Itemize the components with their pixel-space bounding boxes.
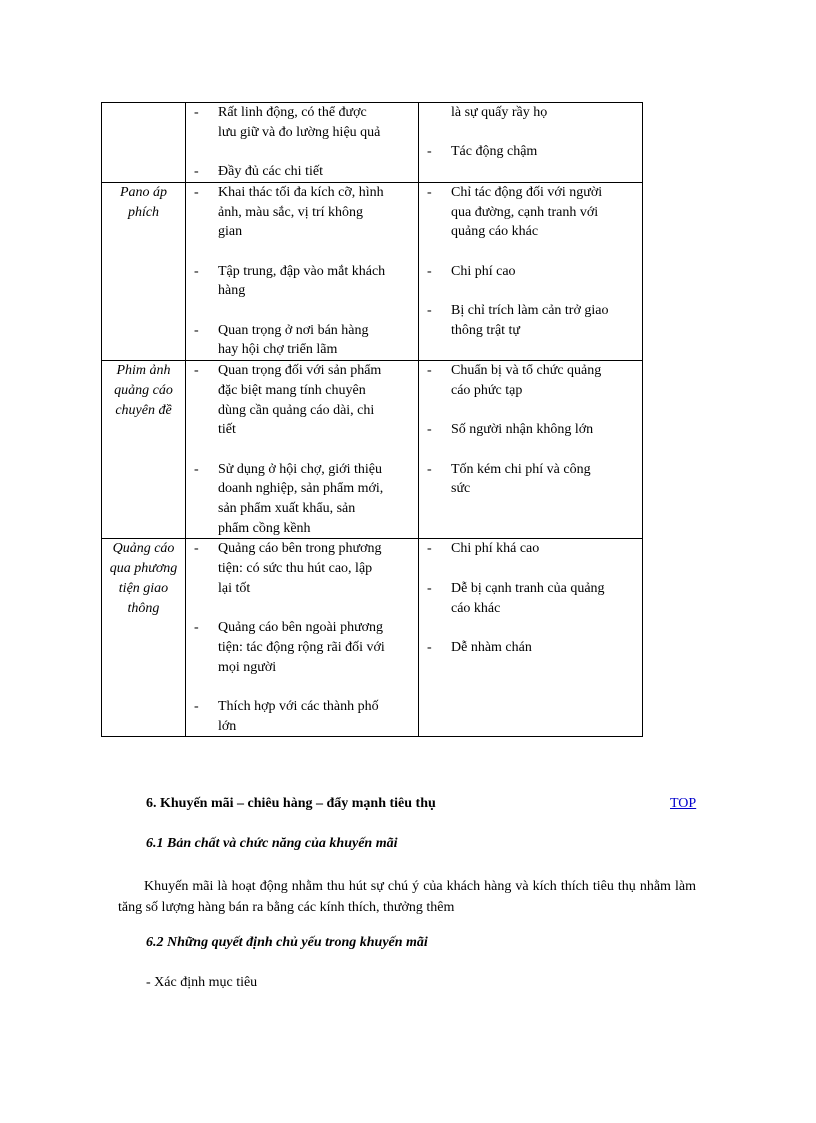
spacer: [427, 123, 636, 143]
list-item-text: [451, 142, 636, 162]
text-line: cáo khác: [451, 600, 501, 616]
text-line: phẩm cồng kềnh: [218, 520, 311, 536]
text-line: Tác động chậm: [451, 144, 538, 160]
list-item: [427, 103, 636, 123]
list-item: [194, 183, 412, 242]
advertising-media-table: [101, 102, 643, 737]
list-item-text: [451, 361, 636, 400]
text-line: cáo phức tạp: [451, 382, 523, 398]
text-line: là sự quấy rầy họ: [451, 105, 548, 120]
spacer: [427, 618, 636, 638]
text-line: hay hội chợ triển lãm: [218, 342, 338, 358]
list-item-text: [451, 103, 636, 123]
table-row: [102, 539, 643, 737]
list-item: [427, 301, 636, 340]
text-line: quảng cáo khác: [451, 224, 539, 240]
dash-bullet: -: [194, 322, 199, 338]
text-line: doanh nghiệp, sản phẩm mới,: [218, 481, 384, 497]
dash-bullet: -: [427, 184, 432, 200]
list-item: [194, 103, 412, 142]
text-line: Chi phí khá cao: [451, 541, 540, 557]
disadvantages-cell: [419, 103, 643, 183]
section-6-heading: 6. Khuyến mãi – chiêu hàng – đẩy mạnh tiêu thụ: [146, 796, 436, 811]
disadvantages-cell: [419, 539, 643, 737]
dash-bullet: -: [194, 363, 199, 379]
dash-bullet: -: [427, 144, 432, 160]
text-line: Chi phí cao: [451, 263, 516, 279]
advantages-cell: [186, 361, 419, 539]
dash-bullet: -: [427, 363, 432, 379]
list-item: [427, 579, 636, 618]
text-line: Quan trọng đối với sản phẩm: [218, 363, 382, 379]
list-item-text: [451, 420, 636, 440]
table-row: [102, 182, 643, 360]
media-type-cell: Pano áp phích: [102, 182, 186, 360]
text-line: tiện: tác động rộng rãi đối với: [218, 639, 385, 655]
list-item: [194, 361, 412, 440]
list-item: [194, 162, 412, 182]
list-item: [427, 142, 636, 162]
spacer: [194, 440, 412, 460]
text-line: Bị chỉ trích làm cản trở giao: [451, 302, 609, 318]
list-item: [427, 420, 636, 440]
list-item-text: [218, 183, 412, 242]
advantages-cell: [186, 539, 419, 737]
list-item: [194, 321, 412, 360]
list-item: [427, 183, 636, 242]
list-item: [427, 539, 636, 559]
text-line: Quan trọng ở nơi bán hàng: [218, 322, 369, 338]
text-line: lưu giữ và đo lường hiệu quả: [218, 124, 381, 140]
dash-bullet: -: [427, 541, 432, 557]
list-item-text: [218, 618, 412, 677]
text-line: Quảng cáo bên trong phương: [218, 541, 382, 557]
list-item-text: [218, 321, 412, 360]
text-line: lớn: [218, 718, 237, 734]
list-item: [427, 638, 636, 658]
list-item-text: [218, 262, 412, 301]
top-link[interactable]: TOP: [670, 796, 697, 811]
disadvantages-cell: [419, 182, 643, 360]
list-item-text: [218, 103, 412, 142]
list-item-text: [218, 162, 412, 182]
list-item-text: [218, 539, 412, 598]
list-item-text: [451, 579, 636, 618]
text-line: Sử dụng ở hội chợ, giới thiệu: [218, 461, 382, 477]
text-line: hàng: [218, 283, 246, 299]
text-line: dùng cần quảng cáo dài, chi: [218, 402, 375, 418]
list-item-text: [218, 460, 412, 539]
list-item-text: [451, 539, 636, 559]
dash-bullet: -: [194, 541, 199, 557]
text-line: Số người nhận không lớn: [451, 422, 594, 438]
dash-bullet: -: [194, 461, 199, 477]
disadvantages-cell: [419, 361, 643, 539]
text-line: Quảng cáo bên ngoài phương: [218, 620, 384, 636]
text-line: tiện: có sức thu hút cao, lập: [218, 561, 373, 577]
text-line: sức: [451, 481, 471, 497]
text-line: Khai thác tối đa kích cỡ, hình: [218, 184, 384, 200]
list-item-objective: - Xác định mục tiêu: [146, 975, 258, 990]
spacer: [194, 677, 412, 697]
spacer: [194, 599, 412, 619]
text-line: Tốn kém chi phí và công: [451, 461, 591, 477]
list-item: [194, 460, 412, 539]
text-line: thông trật tự: [451, 322, 521, 338]
list-item-text: [451, 183, 636, 242]
spacer: [194, 142, 412, 162]
dash-bullet: -: [427, 302, 432, 318]
text-line: Dễ nhàm chán: [451, 639, 532, 655]
table-row: [102, 361, 643, 539]
media-type-cell: [102, 103, 186, 183]
section-6-1-heading: 6.1 Bản chất và chức năng của khuyến mãi: [146, 836, 398, 851]
text-line: tiết: [218, 422, 236, 438]
list-item-text: [451, 301, 636, 340]
spacer: [194, 301, 412, 321]
list-item: [427, 460, 636, 499]
text-line: Chỉ tác động đối với người: [451, 184, 603, 200]
advantages-cell: [186, 103, 419, 183]
dash-bullet: -: [194, 184, 199, 200]
list-item-text: [218, 697, 412, 736]
spacer: [427, 281, 636, 301]
dash-bullet: -: [427, 461, 432, 477]
spacer: [427, 440, 636, 460]
text-line: đặc biệt mang tính chuyên: [218, 382, 366, 398]
list-item-text: [451, 460, 636, 499]
dash-bullet: -: [194, 263, 199, 279]
advantages-cell: [186, 182, 419, 360]
list-item-text: [451, 262, 636, 282]
spacer: [194, 242, 412, 262]
spacer: [427, 242, 636, 262]
list-item: [194, 697, 412, 736]
spacer: [427, 559, 636, 579]
list-item-text: [218, 361, 412, 440]
list-item: [427, 361, 636, 400]
dash-bullet: -: [427, 639, 432, 655]
section-6-1-paragraph: Khuyến mãi là hoạt động nhằm thu hút sự chú ý của khách hàng và kích thích tiêu thụ nhằm làm tăng số lượng hàng bán ra bằng các kính thích, thưởng thêm: [118, 879, 696, 915]
spacer: [427, 401, 636, 421]
list-item: [194, 262, 412, 301]
dash-bullet: -: [427, 580, 432, 596]
list-item: [194, 539, 412, 598]
text-line: Thích hợp với các thành phố: [218, 699, 379, 714]
text-line: mọi người: [218, 659, 277, 675]
text-line: lại tốt: [218, 580, 251, 596]
text-line: Dễ bị cạnh tranh của quảng: [451, 580, 605, 596]
text-line: gian: [218, 224, 243, 240]
media-type-cell: Phim ảnh quảng cáo chuyên đề: [102, 361, 186, 539]
dash-bullet: -: [427, 422, 432, 438]
text-line: Chuẩn bị và tổ chức quảng: [451, 363, 602, 379]
dash-bullet: -: [194, 164, 199, 180]
section-6-2-heading: 6.2 Những quyết định chủ yếu trong khuyến mãi: [146, 935, 428, 950]
dash-bullet: -: [194, 105, 199, 120]
media-type-cell: Quảng cáo qua phương tiện giao thông: [102, 539, 186, 737]
dash-bullet: -: [194, 699, 199, 714]
list-item: [427, 262, 636, 282]
dash-bullet: -: [194, 620, 199, 636]
text-line: Rất linh động, có thể được: [218, 105, 367, 120]
list-item: [194, 618, 412, 677]
list-item-text: [451, 638, 636, 658]
table-row: [102, 103, 643, 183]
text-line: sản phẩm xuất khẩu, sản: [218, 501, 356, 516]
text-line: Đầy đủ các chi tiết: [218, 164, 323, 180]
text-line: ảnh, màu sắc, vị trí không: [218, 204, 364, 220]
text-line: Tập trung, đập vào mắt khách: [218, 263, 386, 279]
dash-bullet: -: [427, 263, 432, 279]
text-line: qua đường, cạnh tranh với: [451, 204, 599, 220]
